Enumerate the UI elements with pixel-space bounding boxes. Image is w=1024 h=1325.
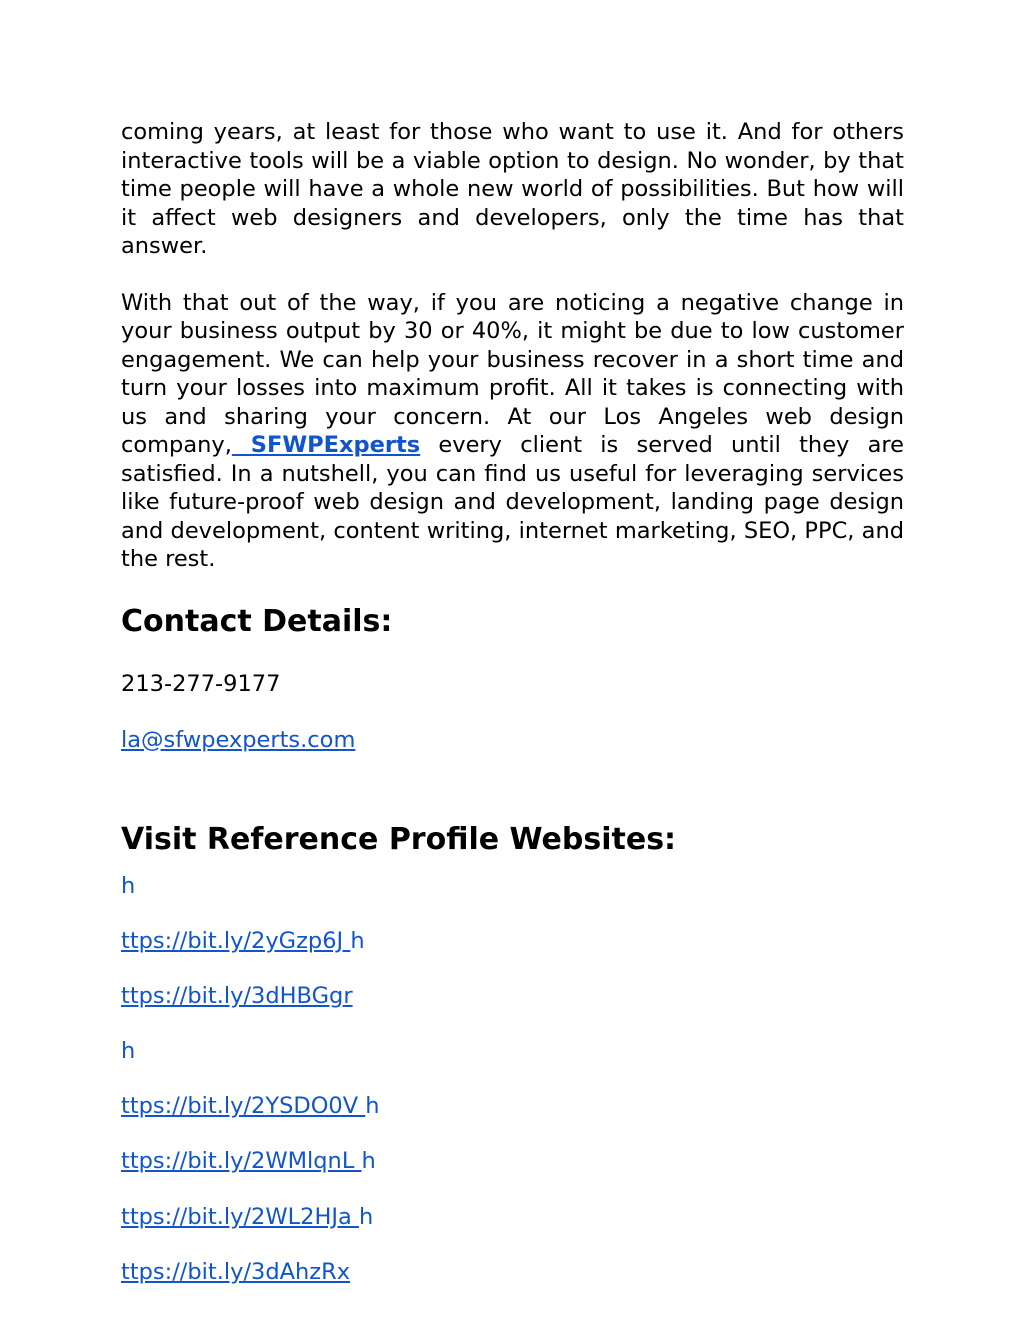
reference-line-trail: h bbox=[358, 1203, 374, 1230]
reference-line-trail: h bbox=[350, 927, 365, 954]
reference-line-trail: h bbox=[365, 1093, 380, 1120]
reference-websites-heading: Visit Reference Profile Websites: bbox=[121, 821, 677, 857]
reference-line bbox=[121, 1258, 904, 1286]
contact-phone: 213-277-9177 bbox=[121, 670, 281, 697]
reference-line bbox=[121, 927, 904, 955]
reference-line bbox=[121, 982, 904, 1010]
reference-link[interactable]: ttps://bit.ly/2WMlqnL bbox=[121, 1148, 362, 1175]
reference-line-trail: h bbox=[361, 1148, 376, 1175]
reference-line-trail: h bbox=[121, 872, 136, 899]
contact-email-link[interactable]: la@sfwpexperts.com bbox=[121, 726, 356, 753]
reference-links-list bbox=[121, 872, 904, 1286]
reference-line bbox=[121, 1203, 904, 1231]
reference-link[interactable]: ttps://bit.ly/2YSDO0V bbox=[121, 1093, 366, 1120]
reference-line-trail: h bbox=[121, 1038, 136, 1065]
reference-link[interactable]: ttps://bit.ly/3dHBGgr bbox=[121, 982, 353, 1009]
reference-link[interactable]: ttps://bit.ly/2yGzp6J bbox=[121, 927, 351, 954]
paragraph-2-text-after: every client is served until they are satisfied. In a nutshell, you can find us useful for leveraging services like future-proof web design and development, landing page design and development, content writing, internet marketing, SEO, PPC, and the rest. bbox=[121, 432, 904, 572]
reference-line bbox=[121, 1092, 904, 1120]
sfwpexperts-link[interactable]: SFWPExperts bbox=[231, 432, 421, 458]
contact-details-heading: Contact Details: bbox=[121, 603, 393, 639]
reference-line bbox=[121, 872, 904, 900]
body-paragraph-1: coming years, at least for those who want to use it. And for others interactive tools will be a viable option to design. No wonder, by that time people will have a whole new world of possibilities. But how will it affect web designers and developers, only the time has that answer. bbox=[121, 119, 904, 259]
reference-line bbox=[121, 1147, 904, 1175]
document-content bbox=[121, 118, 904, 1313]
paragraph-2-text-before: With that out of the way, if you are noticing a negative change in your business output by 30 or 40%, it might be due to low customer engagement. We can help your business recover in a short time and turn your losses into maximum profit. All it takes is connecting with us and sharing your concern. At our Los Angeles web design company, bbox=[121, 289, 904, 458]
reference-link[interactable]: ttps://bit.ly/3dAhzRx bbox=[121, 1258, 351, 1285]
body-paragraph-2 bbox=[121, 289, 904, 574]
reference-line bbox=[121, 1037, 904, 1065]
reference-link[interactable]: ttps://bit.ly/2WL2HJa bbox=[121, 1203, 359, 1230]
